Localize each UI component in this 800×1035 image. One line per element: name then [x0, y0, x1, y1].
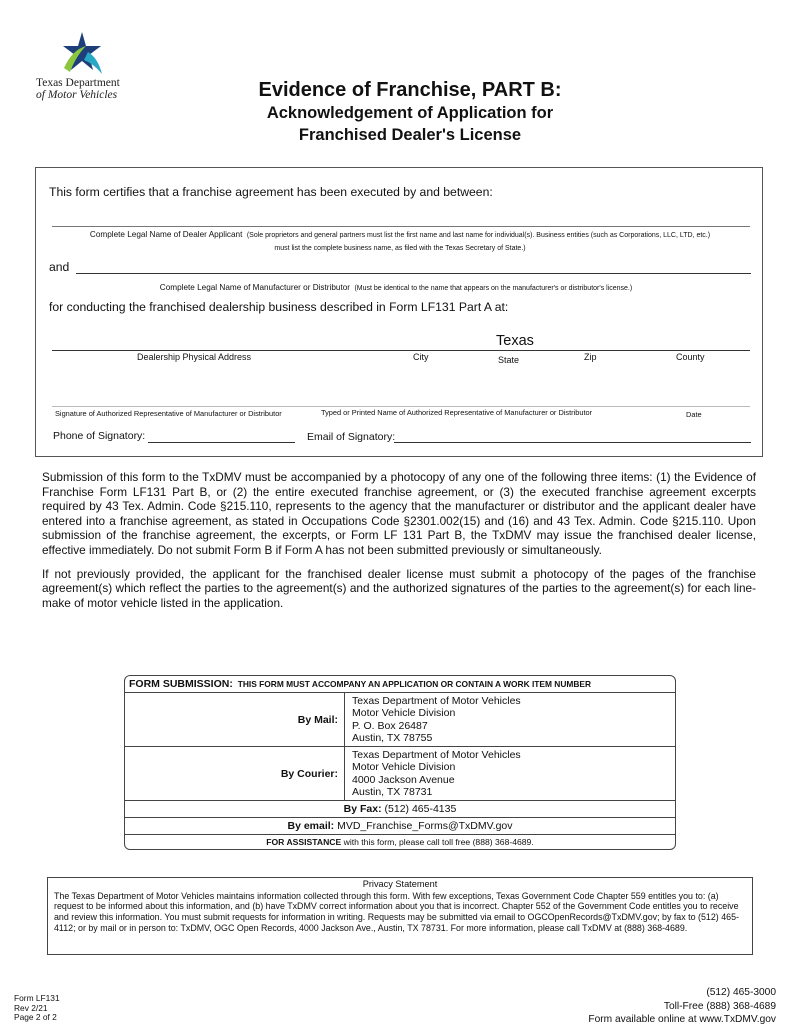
email-field[interactable] — [394, 442, 751, 443]
manufacturer-name-label: Complete Legal Name of Manufacturer or Distributor — [159, 283, 350, 292]
form-submission-table — [124, 675, 676, 850]
signature-field[interactable] — [52, 406, 750, 407]
agency-logo-text — [36, 77, 136, 101]
assistance-label: FOR ASSISTANCE — [266, 837, 342, 848]
franchise-form-section — [35, 167, 763, 457]
email-row — [125, 818, 675, 835]
document-title — [170, 78, 650, 146]
footer-website[interactable]: Form available online at www.TxDMV.gov — [588, 1014, 776, 1026]
mail-line: Texas Department of Motor Vehicles — [352, 695, 521, 707]
printed-name-label: Typed or Printed Name of Authorized Representative of Manufacturer or Distributor — [321, 408, 593, 417]
city-label: City — [413, 352, 429, 362]
mail-row — [125, 693, 675, 747]
dealer-name-note-2: must list the complete business name, as filed with the Texas Secretary of State.) — [274, 244, 526, 252]
phone-field[interactable] — [148, 442, 295, 443]
courier-line: 4000 Jackson Avenue — [352, 773, 455, 786]
mail-line: Austin, TX 78755 — [352, 731, 433, 744]
txdmv-star-logo — [58, 30, 108, 78]
assistance-row — [125, 835, 675, 849]
courier-line: Texas Department of Motor Vehicles — [352, 749, 521, 762]
manufacturer-name-caption — [76, 277, 716, 295]
logo-line-1: Texas Department — [36, 77, 120, 89]
email-label: Email of Signatory: — [307, 431, 396, 443]
and-label: and — [49, 260, 70, 274]
signature-label: Signature of Authorized Representative of Manufacturer or Distributor — [55, 409, 282, 418]
courier-line: Motor Vehicle Division — [352, 761, 456, 774]
submission-heading: FORM SUBMISSION: — [129, 678, 233, 690]
county-label: County — [676, 352, 705, 362]
state-value: Texas — [496, 333, 534, 349]
mail-label: By Mail: — [125, 693, 345, 746]
email-submission-label: By email: — [287, 820, 335, 833]
logo-line-2: of Motor Vehicles — [36, 89, 118, 101]
contact-footer — [588, 986, 776, 1027]
submission-subheading: THIS FORM MUST ACCOMPANY AN APPLICATION OR CONTAIN A WORK ITEM NUMBER — [237, 679, 592, 689]
mail-address — [345, 693, 521, 746]
privacy-statement-box — [47, 877, 753, 955]
form-revision: Rev 2/21 — [14, 1002, 48, 1013]
dealership-address-field[interactable] — [52, 350, 750, 351]
title-line-2: Acknowledgement of Application for — [266, 104, 554, 122]
instructions-paragraph-2: If not previously provided, the applicant for the franchised dealer license must submit a photocopy of the pages of the franchise agreement(s) which reflect the parties to the agreement(s) and the authorized signatures of the parties to the agreement(s) for each line-make of motor vehicle listed in the application. — [42, 566, 756, 610]
form-id: Form LF131 — [14, 993, 60, 1003]
manufacturer-name-note: (Must be identical to the name that appears on the manufacturer's or distributor's license.) — [354, 285, 633, 292]
title-line-3: Franchised Dealer's License — [298, 126, 522, 144]
assistance-text: with this form, please call toll free (888) 368-4689. — [343, 837, 534, 848]
privacy-title: Privacy Statement — [362, 879, 438, 889]
form-identifier — [14, 994, 60, 1023]
address-label: Dealership Physical Address — [137, 352, 252, 362]
footer-phone: (512) 465-3000 — [706, 987, 776, 998]
submission-header — [125, 676, 675, 693]
state-label: State — [498, 355, 520, 365]
conducting-business-text: for conducting the franchised dealership business described in Form LF131 Part A at: — [49, 300, 509, 314]
page-number: Page 2 of 2 — [14, 1012, 57, 1023]
dealer-name-label: Complete Legal Name of Dealer Applicant — [89, 230, 243, 239]
manufacturer-name-field[interactable] — [76, 273, 751, 274]
instructions-text — [42, 470, 756, 619]
courier-line: Austin, TX 78731 — [352, 786, 433, 799]
mail-line: P. O. Box 26487 — [352, 719, 428, 732]
instructions-paragraph-1: Submission of this form to the TxDMV must be accompanied by a photocopy of any one of the following three items: (1) the Evidence of Franchise Form LF131 Part B, or (2) the entire executed franchise agreement, or (3) the executed franchise agreement excerpts required by 43 Tex. Admin. Code §215.110, represents to the agency that the manufacturer or distributor and the applicant dealer have entered into a franchise agreement, as stated in Occupations Code §2301.002(15) and (16) and 43 Tex. Admin. Code §215.110. Upon submission of the franchise agreement, the excerpts, or Form LF 131 Part B, the TxDMV may issue the franchised dealer license, effective immediately. Do not submit Form B if Form A has not been submitted previously or simultaneously. — [42, 470, 756, 557]
phone-label: Phone of Signatory: — [53, 430, 146, 442]
footer-toll-free: Toll-Free (888) 368-4689 — [663, 1000, 776, 1012]
title-line-1: Evidence of Franchise, PART B: — [258, 79, 562, 101]
dealer-name-field[interactable] — [52, 226, 750, 227]
courier-row — [125, 747, 675, 801]
mail-line: Motor Vehicle Division — [352, 707, 456, 720]
dealer-name-caption — [50, 228, 750, 253]
courier-address — [345, 747, 521, 800]
form-intro-text: This form certifies that a franchise agreement has been executed by and between: — [49, 185, 493, 199]
fax-row — [125, 801, 675, 818]
privacy-text: The Texas Department of Motor Vehicles maintains information collected through this form. With few exceptions, Texas Government Code Chapter 559 entitles you to: (a) request to be informed about this information, and (b) have TxDMV correct information about you that is incorrect. Chapter 552 of the Government Code entitles you to receive and review this information. You must submit requests for information in writing. Requests may be submitted via email to OGCOpenRecords@TxDMV.gov; by fax to (512) 465-4112; or by mail or in person to: TxDMV, OGC Open Records, 4000 Jackson Ave., Austin, TX 78731. For more information, please call TxDMV at (888) 368-4689. — [54, 890, 739, 933]
email-address-link[interactable]: MVD_Franchise_Forms@TxDMV.gov — [337, 820, 513, 833]
courier-label: By Courier: — [125, 747, 345, 800]
zip-label: Zip — [584, 352, 597, 362]
fax-number: (512) 465-4135 — [384, 803, 457, 816]
date-label: Date — [686, 410, 702, 419]
fax-label: By Fax: — [343, 803, 382, 816]
dealer-name-note-1: (Sole proprietors and general partners must list the first name and last name for individual(s). Business entities (such as Corporations, LLC, LTD, etc.) — [246, 232, 711, 239]
